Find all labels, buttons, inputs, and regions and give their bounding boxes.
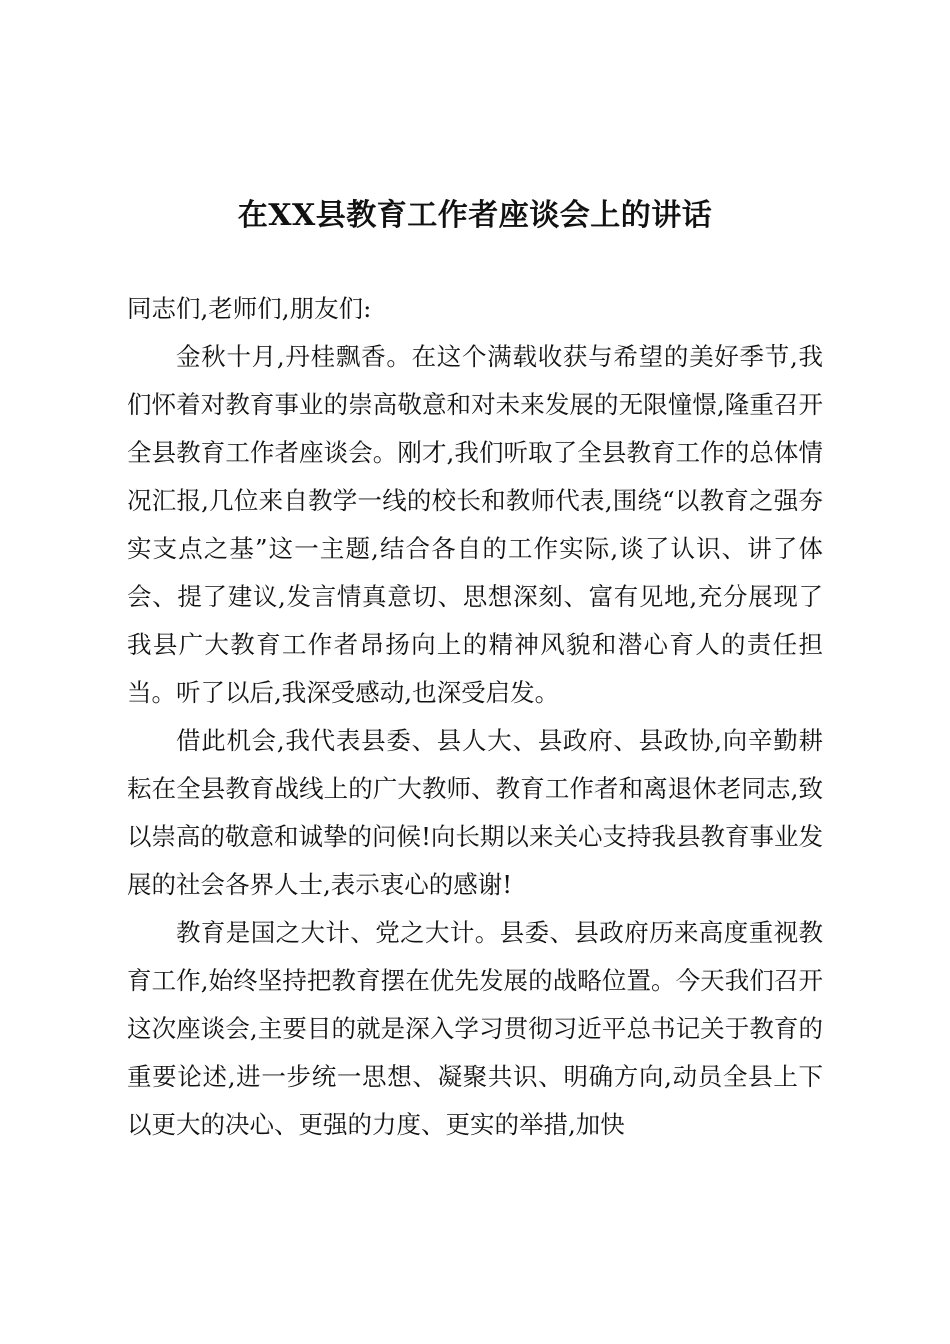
paragraph-1: 金秋十月,丹桂飘香。在这个满载收获与希望的美好季节,我们怀着对教育事业的崇高敬意和对未来发展的无限憧憬,隆重召开全县教育工作者座谈会。刚才,我们听取了全县教育工作的总体情况汇报,几位来自教学一线的校长和教师代表,围绕“以教育之强夯实支点之基”这一主题,结合各自的工作实际,谈了认识、讲了体会、提了建议,发言情真意切、思想深刻、富有见地,充分展现了我县广大教育工作者昂扬向上的精神风貌和潜心育人的责任担当。听了以后,我深受感动,也深受启发。 [127, 342, 823, 707]
paragraph-3: 教育是国之大计、党之大计。县委、县政府历来高度重视教育工作,始终坚持把教育摆在优先发展的战略位置。今天我们召开这次座谈会,主要目的就是深入学习贯彻习近平总书记关于教育的重要论述,进一步统一思想、凝聚共识、明确方向,动员全县上下以更大的决心、更强的力度、更实的举措,加快 [127, 918, 823, 1139]
salutation: 同志们,老师们,朋友们: [127, 294, 372, 323]
paragraph-2: 借此机会,我代表县委、县人大、县政府、县政协,向辛勤耕耘在全县教育战线上的广大教师、教育工作者和离退休老同志,致以崇高的敬意和诚挚的问候!向长期以来关心支持我县教育事业发展的社会各界人士,表示衷心的感谢! [127, 726, 823, 899]
document-title: 在XX县教育工作者座谈会上的讲话 [237, 198, 713, 233]
document-body [127, 285, 823, 1149]
